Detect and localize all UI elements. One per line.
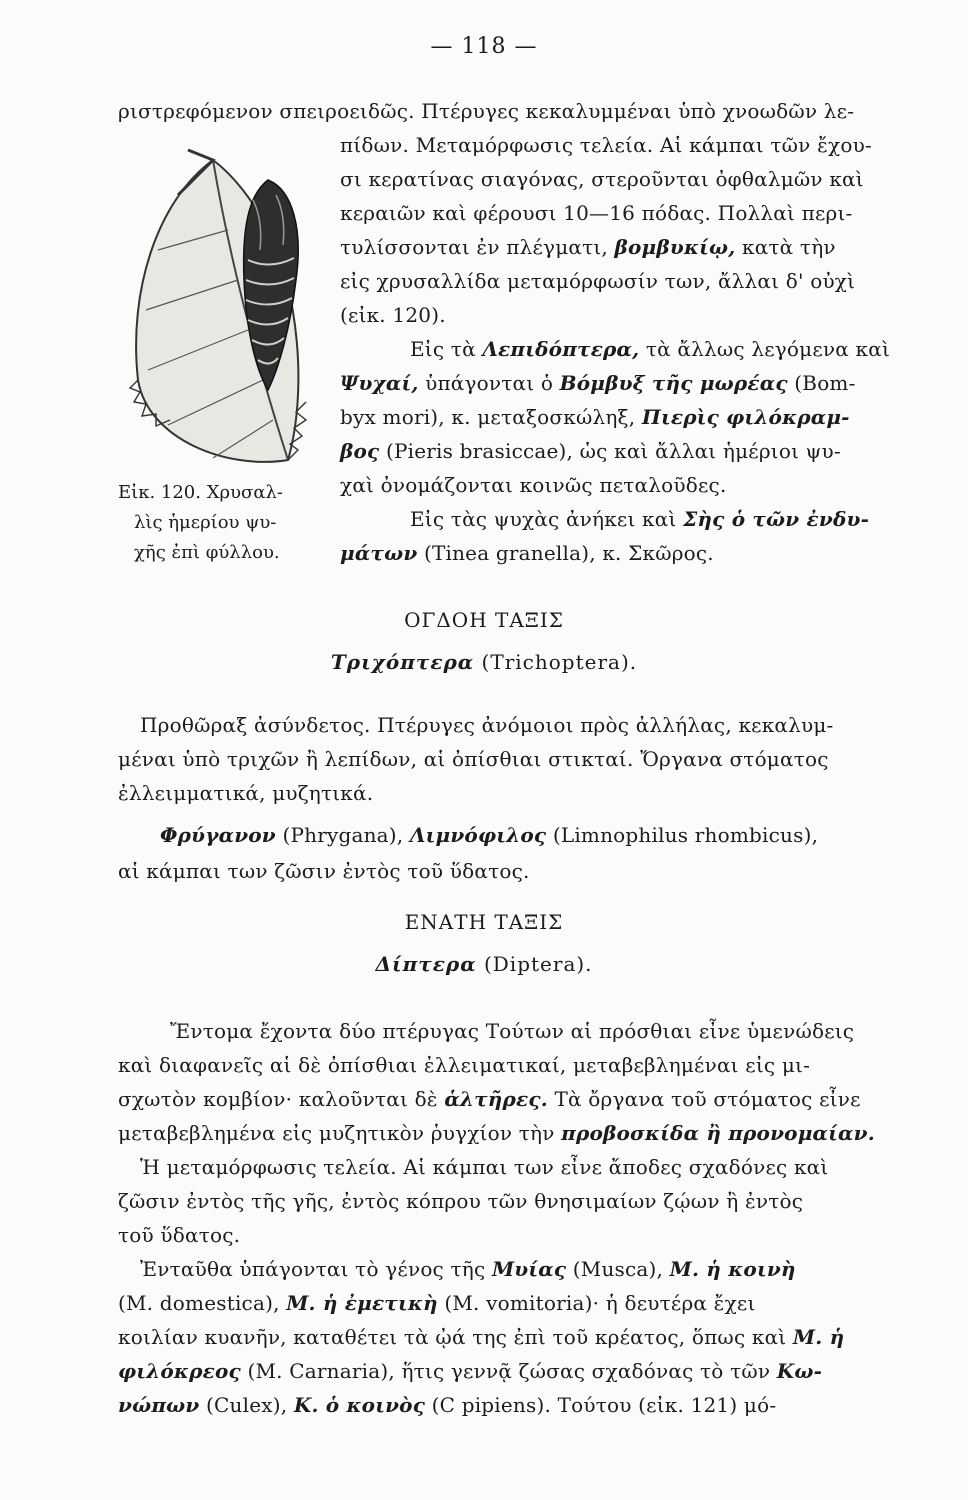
- term-m-he: Μ. ἡ: [792, 1325, 845, 1349]
- term-philokreos: φιλόκρεος: [118, 1359, 241, 1383]
- text-line-9: [340, 368, 856, 398]
- figure-caption-line: λὶς ἡμερίου ψυ-: [134, 512, 277, 533]
- text-line-1: ριστρεφόμενον σπειροειδῶς. Πτέρυγες κεκαλυμμέναι ὑπὸ χνοωδῶν λε-: [118, 99, 855, 123]
- text-line-22: [118, 1084, 861, 1114]
- text-line-10: [340, 402, 850, 432]
- term-diptera: Δίπτερα: [375, 952, 477, 976]
- term-ses: Σὴς ὁ τῶν ἐνδυ-: [683, 507, 870, 531]
- text-line-6: εἰς χρυσαλλίδα μεταμόρφωσίν των, ἄλλαι δ' οὐχὶ: [340, 269, 856, 293]
- text: (M. vomitoria)· ἡ δευτέρα ἔχει: [437, 1291, 756, 1315]
- text-line-29: [118, 1322, 844, 1352]
- text-line-4: κεραιῶν καὶ φέρουσι 10—16 πόδας. Πολλαὶ περι-: [340, 201, 853, 225]
- text-line-23: [118, 1118, 875, 1148]
- text-line-11: [340, 436, 841, 466]
- text-line-13: [410, 504, 869, 534]
- text-line-20: Ἔντομα ἔχοντα δύο πτέρυγας Τούτων αἱ πρόσθιαι εἶνε ὑμενώδεις: [170, 1019, 855, 1043]
- text-line-2: πίδων. Μεταμόρφωσις τελεία. Αἱ κάμπαι τῶν ἔχου-: [340, 133, 872, 157]
- text: ὑπάγονται ὁ: [418, 371, 560, 395]
- text: κοιλίαν κυανῆν, καταθέτει τὰ ᾠά της ἐπὶ τοῦ κρέατος, ὅπως καὶ: [118, 1325, 793, 1349]
- text: (M. Carnaria), ἥτις γεννᾷ ζώσας σχαδόνας τὸ τῶν: [240, 1359, 777, 1383]
- text-line-14: [340, 538, 714, 568]
- order-title-8: [0, 650, 968, 674]
- text-line-5: [340, 232, 836, 262]
- text-line-31: [118, 1390, 776, 1420]
- term-trichoptera: Τριχόπτερα: [330, 650, 475, 674]
- text-line-24: Ἡ μεταμόρφωσις τελεία. Αἱ κάμπαι των εἶνε ἄποδες σχαδόνες καὶ: [140, 1155, 829, 1179]
- term-m-koine: Μ. ἡ κοινὴ: [669, 1257, 796, 1281]
- text: κατὰ τὴν: [735, 235, 836, 259]
- text-line-28: [118, 1288, 756, 1318]
- text: Τὰ ὄργανα τοῦ στόματος εἶνε: [547, 1087, 861, 1111]
- text: Ἐνταῦθα ὑπάγονται τὸ γένος τῆς: [140, 1257, 492, 1281]
- term-bombykio: βομβυκίῳ,: [614, 235, 736, 259]
- term-myias: Μυίας: [491, 1257, 567, 1281]
- text: (Bom-: [787, 371, 856, 395]
- term-bombyx: Βόμβυξ τῆς μωρέας: [559, 371, 788, 395]
- term-pieris-end: βος: [340, 439, 380, 463]
- text-line-18: [160, 820, 818, 850]
- text: (Tinea granella), κ. Σκῶρος.: [417, 541, 714, 565]
- text: (Phrygana),: [275, 823, 410, 847]
- text-line-27: [140, 1254, 796, 1284]
- text: τυλίσσονται ἐν πλέγματι,: [340, 235, 615, 259]
- text: (Pieris brasiccae), ὡς καὶ ἄλλαι ἡμέριοι ψυ-: [379, 439, 841, 463]
- term-phryganon: Φρύγανον: [160, 823, 276, 847]
- text: (Musca),: [566, 1257, 670, 1281]
- text: τὰ ἄλλως λεγόμενα καὶ: [639, 337, 890, 361]
- term-lepidoptera: Λεπιδόπτερα,: [482, 337, 640, 361]
- text: byx mori), κ. μεταξοσκώληξ,: [340, 405, 642, 429]
- text-line-21: καὶ διαφανεῖς αἱ δὲ ὀπίσθιαι ἐλλειματικαί, μεταβεβλημέναι εἰς μι-: [118, 1053, 811, 1077]
- text: Εἰς τὰ: [410, 337, 483, 361]
- figure-caption-line: Εἰκ. 120. Χρυσαλ-: [118, 482, 283, 503]
- term-konopon: Κω-: [776, 1359, 823, 1383]
- term-limnophilos: Λιμνόφιλος: [409, 823, 547, 847]
- text-line-25: ζῶσιν ἐντὸς τῆς γῆς, ἐντὸς κόπρου τῶν θνησιμαίων ζῴων ἢ ἐντὸς: [118, 1189, 804, 1213]
- text: (Culex),: [199, 1393, 294, 1417]
- text-line-30: [118, 1356, 822, 1386]
- text-line-8: [410, 334, 890, 364]
- text-line-19: αἱ κάμπαι των ζῶσιν ἐντὸς τοῦ ὕδατος.: [118, 859, 530, 883]
- order-title-9: [0, 952, 968, 976]
- text: (Trichoptera).: [474, 650, 638, 674]
- term-konopon-end: νώπων: [118, 1393, 200, 1417]
- text-line-7: (εἰκ. 120).: [340, 303, 446, 327]
- term-psychai: Ψυχαί,: [340, 371, 419, 395]
- text-line-15: Προθῶραξ ἀσύνδετος. Πτέρυγες ἀνόμοιοι πρὸς ἀλλήλας, κεκαλυμ-: [140, 713, 834, 737]
- chrysalis-figure: [118, 140, 328, 480]
- text: μεταβεβλημένα εἰς μυζητικὸν ῥυγχίον τὴν: [118, 1121, 562, 1145]
- term-ses-end: μάτων: [340, 541, 418, 565]
- term-pieris: Πιερὶς φιλόκραμ-: [641, 405, 850, 429]
- figure-caption-line: χῆς ἐπὶ φύλλου.: [134, 542, 280, 563]
- term-m-emetike: Μ. ἡ ἐμετικὴ: [286, 1291, 438, 1315]
- text: (Diptera).: [476, 952, 593, 976]
- text-line-16: μέναι ὑπὸ τριχῶν ἢ λεπίδων, αἱ ὀπίσθιαι στικταί. Ὄργανα στόματος: [118, 747, 829, 771]
- text: (M. domestica),: [118, 1291, 287, 1315]
- text: (C pipiens). Τούτου (εἰκ. 121) μό-: [425, 1393, 777, 1417]
- term-proboskis: προβοσκίδα ἢ προνομαίαν.: [561, 1121, 875, 1145]
- text-line-3: σι κερατίνας σιαγόνας, στεροῦνται ὀφθαλμῶν καὶ: [340, 167, 864, 191]
- term-halteres: ἁλτῆρες.: [444, 1087, 548, 1111]
- text-line-26: τοῦ ὕδατος.: [118, 1223, 241, 1247]
- text-line-17: ἐλλειμματικά, μυζητικά.: [118, 781, 374, 805]
- text-line-12: χαὶ ὀνομάζονται κοινῶς πεταλοῦδες.: [340, 473, 727, 497]
- text: Εἰς τὰς ψυχὰς ἀνήκει καὶ: [410, 507, 684, 531]
- section-heading-8: ΟΓΔΟΗ ΤΑΞΙΣ: [404, 608, 564, 632]
- term-k-koinos: Κ. ὁ κοινὸς: [293, 1393, 426, 1417]
- page-number: — 118 —: [430, 34, 538, 59]
- section-heading-9: ΕΝΑΤΗ ΤΑΞΙΣ: [404, 910, 564, 934]
- text: (Limnophilus rhombicus),: [546, 823, 819, 847]
- text: σχωτὸν κομβίον· καλοῦνται δὲ: [118, 1087, 445, 1111]
